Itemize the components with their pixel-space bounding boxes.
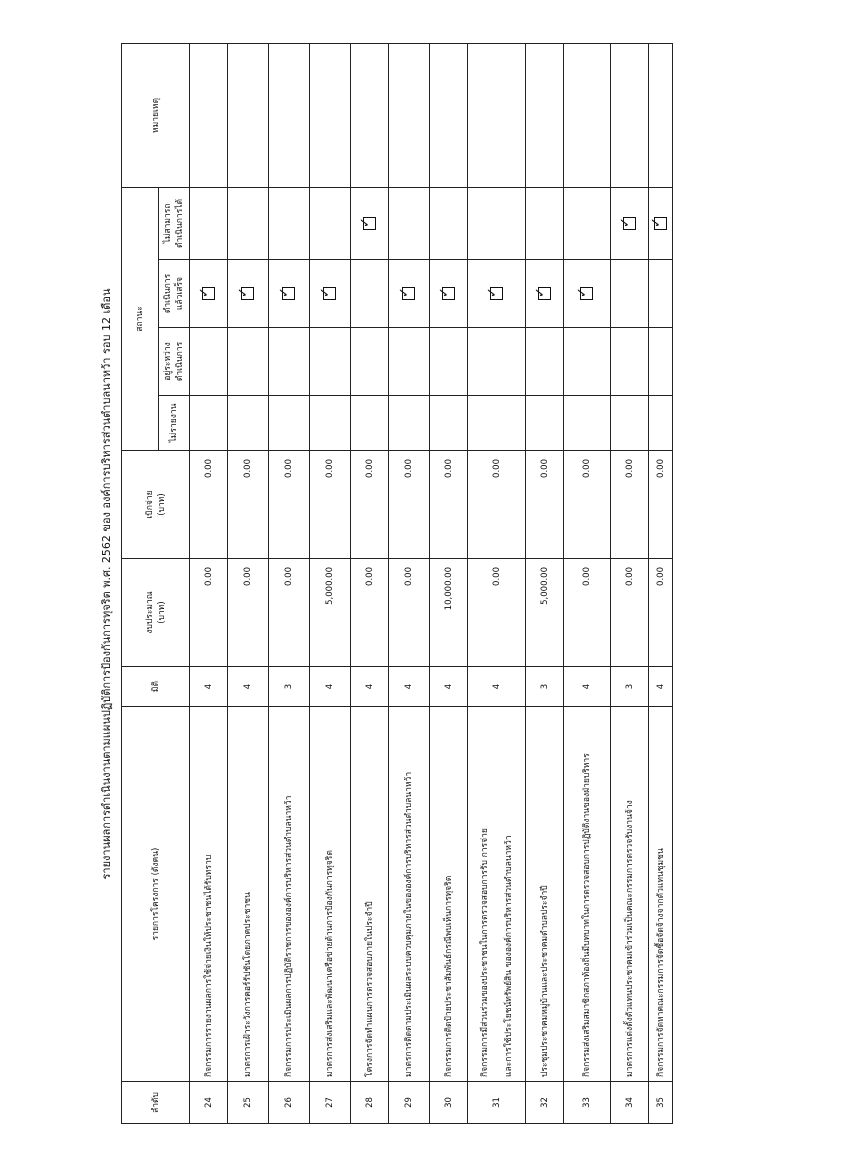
status-cell-cannot [190,187,228,259]
row-remark [611,43,649,187]
status-cell-done [310,260,351,328]
row-number: 32 [526,1082,564,1124]
row-budget: 10,000.00 [430,559,468,667]
status-cell-not-reported [389,396,430,451]
row-spent: 0.00 [228,451,269,559]
status-cell-in-progress [228,328,269,396]
status-cell-not-reported [611,396,649,451]
row-project [190,707,228,1082]
row-dimension: 4 [310,667,351,707]
table-row [526,43,564,1123]
row-budget: 0.00 [649,559,673,667]
header-in-progress-line1: อยู่ระหว่าง [163,342,173,381]
status-cell-not-reported [351,396,389,451]
row-project [228,707,269,1082]
row-remark [228,43,269,187]
row-number: 26 [269,1082,310,1124]
header-spent-line2: (บาท) [156,493,167,516]
row-number: 31 [468,1082,526,1124]
row-spent: 0.00 [389,451,430,559]
header-cannot [159,187,190,259]
row-project [269,707,310,1082]
row-remark [351,43,389,187]
table-row [190,43,228,1123]
row-project-line1: มาตรการติดตามประเมินผลระบบควบคุมภายในขององค์การบริหารส่วนตำบลนาหว้า [404,771,414,1077]
row-spent: 0.00 [351,451,389,559]
row-dimension: 4 [228,667,269,707]
check-icon [580,287,593,300]
status-cell-not-reported [310,396,351,451]
header-remark: หมายเหตุ [122,43,190,187]
table-row [351,43,389,1123]
header-done-line1: ดำเนินการ [163,273,173,314]
row-budget: 0.00 [611,559,649,667]
status-cell-done [430,260,468,328]
row-budget: 0.00 [564,559,611,667]
row-number: 25 [228,1082,269,1124]
row-project-line1: กิจกรรมการประเมินผลการปฏิบัติราชการขององค์การบริหารส่วนตำบลนาหว้า [284,795,294,1077]
row-dimension: 4 [351,667,389,707]
row-number: 34 [611,1082,649,1124]
row-project [564,707,611,1082]
status-cell-done [190,260,228,328]
status-cell-done [228,260,269,328]
row-spent: 0.00 [611,451,649,559]
report-table [121,43,673,1124]
row-project-line2: และการใช้ประโยชน์ทรัพย์สิน ขององค์การบริหารส่วนตำบลนาหว้า [503,835,514,1077]
check-icon [538,287,551,300]
row-remark [564,43,611,187]
row-project [649,707,673,1082]
row-project [526,707,564,1082]
check-icon [490,287,503,300]
row-dimension: 4 [190,667,228,707]
row-project [611,707,649,1082]
row-number: 28 [351,1082,389,1124]
status-cell-in-progress [611,328,649,396]
status-cell-not-reported [228,396,269,451]
row-budget: 0.00 [269,559,310,667]
row-dimension: 3 [269,667,310,707]
status-cell-done [351,260,389,328]
status-cell-cannot [526,187,564,259]
status-cell-in-progress [468,328,526,396]
row-dimension: 3 [526,667,564,707]
row-remark [269,43,310,187]
row-dimension: 4 [430,667,468,707]
row-spent: 0.00 [526,451,564,559]
row-budget: 0.00 [190,559,228,667]
row-spent: 0.00 [564,451,611,559]
status-cell-in-progress [430,328,468,396]
status-cell-not-reported [468,396,526,451]
row-budget: 5,000.00 [526,559,564,667]
row-project [351,707,389,1082]
check-icon [402,287,415,300]
header-not-reported: ไม่รายงาน [159,396,190,451]
table-row [649,43,673,1123]
row-project-line1: กิจกรรมการมีส่วนร่วมของประชาชนในการตรวจสอบการรับ การจ่าย [479,828,490,1077]
row-project-line1: มาตรการส่งเสริมและพัฒนาเครือข่ายด้านการป้องกันการทุจริต [325,850,335,1077]
row-spent: 0.00 [649,451,673,559]
row-number: 33 [564,1082,611,1124]
status-cell-not-reported [190,396,228,451]
row-spent: 0.00 [430,451,468,559]
row-spent: 0.00 [468,451,526,559]
status-cell-cannot [649,187,673,259]
row-remark [649,43,673,187]
header-budget-line2: (บาท) [156,601,167,624]
header-spent-line1: เบิกจ่าย [144,490,155,519]
header-project: รายการโครงการ (ดังคน) [122,707,190,1082]
row-budget: 0.00 [389,559,430,667]
table-body [190,43,673,1123]
row-budget: 5,000.00 [310,559,351,667]
status-cell-cannot [430,187,468,259]
row-dimension: 4 [564,667,611,707]
row-spent: 0.00 [310,451,351,559]
row-dimension: 4 [389,667,430,707]
status-cell-in-progress [389,328,430,396]
row-number: 30 [430,1082,468,1124]
row-project [468,707,526,1082]
document-title: รายงานผลการดำเนินงานตามแผนปฏิบัติการป้องกันการทุจริต พ.ศ. 2562 ของ องค์การบริหารส่วนตำบลนาหว้า รอบ 12 เดือน [100,288,113,880]
check-icon [241,287,254,300]
row-budget: 0.00 [468,559,526,667]
row-number: 24 [190,1082,228,1124]
table-row [389,43,430,1123]
row-project-line1: โครงการจัดทำแผนการตรวจสอบภายในประจำปี [364,901,375,1077]
status-cell-cannot [310,187,351,259]
row-remark [310,43,351,187]
table-row [564,43,611,1123]
row-number: 27 [310,1082,351,1124]
status-cell-done [526,260,564,328]
table-row [228,43,269,1123]
status-cell-not-reported [269,396,310,451]
status-cell-cannot [564,187,611,259]
status-cell-not-reported [526,396,564,451]
status-cell-not-reported [564,396,611,451]
header-spent [122,451,190,559]
status-cell-cannot [351,187,389,259]
row-project-line1: มาตรการเฝ้าระวังการคอร์รัปชันโดยภาคประชาชน [243,892,253,1077]
table-row [468,43,526,1123]
row-dimension: 4 [649,667,673,707]
row-project-line1: กิจกรรมการติดป้ายประชาสัมพันธ์กรณีพบเห็นการทุจริต [443,875,454,1077]
status-cell-cannot [228,187,269,259]
status-cell-cannot [389,187,430,259]
header-cannot-line1: ไม่สามารถ [163,203,173,244]
status-cell-cannot [611,187,649,259]
row-number: 29 [389,1082,430,1124]
status-cell-in-progress [310,328,351,396]
status-cell-in-progress [190,328,228,396]
check-icon [654,217,667,230]
header-status: สถานะ [122,187,159,450]
rotated-page [95,44,755,1124]
row-project-line1: ประชุมประชาคมหมู่บ้านและประชาคมตำบลประจำปี [539,885,550,1077]
check-icon [323,287,336,300]
header-done-line2: แล้วเสร็จ [175,276,185,311]
row-remark [526,43,564,187]
header-in-progress-line2: ดำเนินการ [175,341,185,382]
table-row [430,43,468,1123]
status-cell-done [389,260,430,328]
status-cell-in-progress [526,328,564,396]
status-cell-done [269,260,310,328]
header-no: ลำดับ [122,1082,190,1124]
header-budget-line1: งบประมาณ [144,591,155,634]
row-project-line1: มาตรการแต่งตั้งตัวแทนประชาคมเข้าร่วมเป็นคณะกรรมการตรวจรับงานจ้าง [624,800,635,1077]
check-icon [282,287,295,300]
table-row [310,43,351,1123]
row-remark [430,43,468,187]
row-budget: 0.00 [228,559,269,667]
status-cell-done [564,260,611,328]
check-icon [442,287,455,300]
header-in-progress [159,328,190,396]
table-row [269,43,310,1123]
check-icon [202,287,215,300]
table-row [611,43,649,1123]
row-project [430,707,468,1082]
header-budget [122,559,190,667]
check-icon [363,217,376,230]
row-project-line1: กิจกรรมการรายงานผลการใช้จ่ายเงินให้ประชาชนได้รับทราบ [203,854,214,1077]
status-cell-in-progress [649,328,673,396]
row-dimension: 3 [611,667,649,707]
row-spent: 0.00 [190,451,228,559]
status-cell-done [611,260,649,328]
status-cell-in-progress [351,328,389,396]
row-remark [389,43,430,187]
row-project-line1: กิจกรรมส่งเสริมสมาชิกสภาท้องถิ่นมีบทบาทในการตรวจสอบการปฏิบัติงานของฝ่ายบริหาร [582,753,592,1077]
row-dimension: 4 [468,667,526,707]
row-remark [190,43,228,187]
status-cell-done [649,260,673,328]
check-icon [623,217,636,230]
header-done [159,260,190,328]
row-project [310,707,351,1082]
status-cell-in-progress [269,328,310,396]
row-remark [468,43,526,187]
status-cell-not-reported [430,396,468,451]
row-number: 35 [649,1082,673,1124]
header-cannot-line2: ดำเนินการได้ [175,198,185,249]
row-budget: 0.00 [351,559,389,667]
row-project-line1: กิจกรรมการจัดหาคณะกรรมการจัดซื้อจัดจ้างจากตัวแทนชุมชน [655,848,666,1077]
row-spent: 0.00 [269,451,310,559]
status-cell-done [468,260,526,328]
status-cell-in-progress [564,328,611,396]
status-cell-cannot [468,187,526,259]
status-cell-cannot [269,187,310,259]
row-project [389,707,430,1082]
status-cell-not-reported [649,396,673,451]
header-dimension: มิติ [122,667,190,707]
